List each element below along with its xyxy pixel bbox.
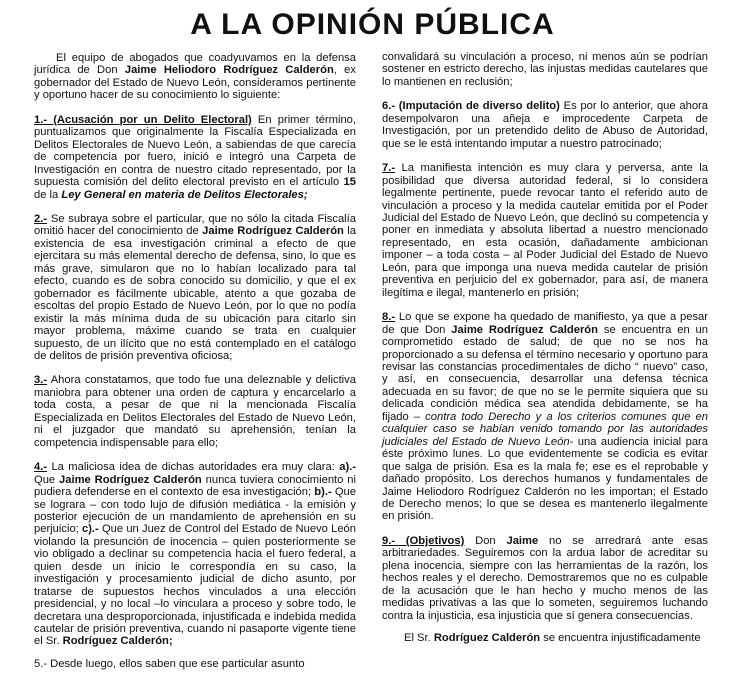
paragraph-9: 9.- (Objetivos) Don Jaime no se arredrará ante esas arbitrariedades. Seguiremos con la ardua labor de acreditar su plena inocencia, siempre con las herramientas de la razón, los hechos reales y el derecho. Demostraremos que no es culpable de la acusación que le han hecho y mucho menos de las medidas privativas a las que lo someten, seguiremos luchando contra la injusticia, esa injusticia que sí genera consecuencias. bbox=[382, 534, 709, 622]
paragraph-7: 7.- La manifiesta intención es muy clara y perversa, ante la posibilidad que diversa autoridad federal, si lo considera legalmente pertinente, puede revocar tanto el referido auto de vinculación a proceso y la medida cautelar emitida por el Poder Judicial del Estado de Nuevo León, que declinó su competencia y poner en inmediata y absoluta libertad a nuestro mencionado representado, en esta ocasión, dañadamente ambicionan imponer – a toda costa – al Poder Judicial del Estado de Nuevo León, para que imponga una nueva medida cautelar de prisión preventiva en perjuicio del ex gobernador, para así, de manera ilegítima e ilegal, mantenerlo en prisión; bbox=[382, 162, 708, 299]
paragraph-1: 1.- (Acusación por un Delito Electoral) En primer término, puntualizamos que originalmente la Fiscalía Especializada en Delitos Electorales de Nuevo León, a sabiendas de que carecía de competencia por fuero, inició e integró una Carpeta de Investigación en contra de nuestro citado representado, por la supuesta comisión del delito electoral previsto en el artículo 15 de la Ley General en materia de Delitos Electorales; bbox=[34, 113, 356, 201]
paragraph-5-partial: 5.- Desde luego, ellos saben que ese particular asunto bbox=[34, 657, 305, 670]
paragraph-1-heading: 1.- (Acusación por un Delito Electoral) bbox=[34, 113, 252, 126]
paragraph-5-continued: convalidará su vinculación a proceso, ni menos aún se podrían sostener en estricto derecho, las injustas medidas cautelares que lo mantienen en reclusión; bbox=[382, 51, 708, 88]
right-column bbox=[382, 51, 708, 656]
client-name: Jaime Heliodoro Rodríguez Calderón bbox=[124, 64, 334, 77]
paragraph-3: 3.- Ahora constatamos, que todo fue una deleznable y delictiva maniobra para obtener una orden de captura y encarcelarlo a toda costa, a pesar de que ni la mencionada Fiscalía Especializada en Delitos Electorales del Estado de Nuevo León, ni el juzgador que mandató su aprehensión, tenían la competencia indispensable para ello; bbox=[34, 374, 356, 449]
paragraph-10-partial: El Sr. Rodríguez Calderón se encuentra injustificadamente bbox=[404, 632, 701, 645]
paragraph-6: 6.- (Imputación de diverso delito) Es por lo anterior, que ahora desempolvaron una añeja e improcedente Carpeta de Investigación, por un pretendido delito de Abuso de Autoridad, que se le está intentando imputar a nuestro patrocinado; bbox=[382, 100, 708, 150]
intro-paragraph: El equipo de abogados que coadyuvamos en la defensa jurídica de Don Jaime Heliodoro Rodríguez Calderón, ex gobernador del Estado de Nuevo León, consideramos pertinente y oportuno hacer de su conocimiento lo siguiente: bbox=[34, 52, 356, 102]
paragraph-2: 2.- Se subraya sobre el particular, que no sólo la citada Fiscalía omitió hacer del conocimiento de Jaime Rodríguez Calderón la existencia de esa investigación criminal a efecto de que ejercitara su más elemental derecho de defensa, sino, lo que es más grave, simularon que no lo habían localizado para tal efecto, cuando es de sobra conocido su domicilio, y que el ex gobernador es fácilmente ubicable, atento a que gozaba de escoltas del propio Estado de Nuevo León, por lo que no podía existir la más mínima duda de su ubicación para citarlo sin mayor problema, máxime cuando se trata en cualquier supuesto, de un ilícito que no está contemplado en el catálogo de delitos de prisión preventiva oficiosa; bbox=[34, 212, 356, 362]
paragraph-4: 4.- La maliciosa idea de dichas autoridades era muy clara: a).-Que Jaime Rodríguez Calderón nunca tuviera conocimiento ni pudiera defenderse en el contexto de esa investigación; b).- Que se lograra – con todo lujo de difusión mediática - la emisión y posterior ejecución de un mandamiento de aprehensión en su perjuicio; c).- Que un Juez de Control del Estado de Nuevo León violando la presunción de inocencia – quien posteriormente se vio obligado a declinar su competencia hacia el fuero federal, a quien desde un inicio le correspondía en su caso, la investigación y procesamiento judicial de dicho asunto, por tratarse de supuestos hechos vinculados a una elección presidencial, y no local –lo vinculara a proceso y sobre todo, le decretara una desproporcionada, injustificada e indebida medida cautelar de prisión preventiva, cuando ni pasaporte vigente tiene el Sr. Rodríguez Calderón; bbox=[34, 461, 356, 648]
left-column bbox=[34, 52, 356, 682]
paragraph-8: 8.- Lo que se expone ha quedado de manifiesto, ya que a pesar de que Don Jaime Rodríguez Calderón se encuentra en un comprometido estado de salud; de que no se nos ha proporcionado a su defensa el término necesario y oportuno para revisar las constancias procedimentales de dicho “ nuevo” caso, y así, en consecuencia, desarrollar una defensa técnica adecuada en su favor; de que no se le permite siquiera que su delicada condición médica sea atendida debidamente, se ha fijado – contra todo Derecho y a los criterios comunes que en cualquier caso se habían venido tomando por las autoridades judiciales del Estado de Nuevo León- una audiencia inicial para éste próximo lunes. Lo que evidentemente se codicia es evitar que salga de prisión. Esa es la mala fe; ese es el reprobable y dañado propósito. Los derechos humanos y fundamentales de Jaime Heliodoro Rodríguez Calderón no les importan; el Estado de Derecho menos; lo que se desea es mantenerlo ilegalmente en prisión. bbox=[382, 311, 708, 523]
law-title: Ley General en materia de Delitos Electorales; bbox=[61, 188, 308, 201]
page-title: A LA OPINIÓN PÚBLICA bbox=[190, 8, 555, 41]
